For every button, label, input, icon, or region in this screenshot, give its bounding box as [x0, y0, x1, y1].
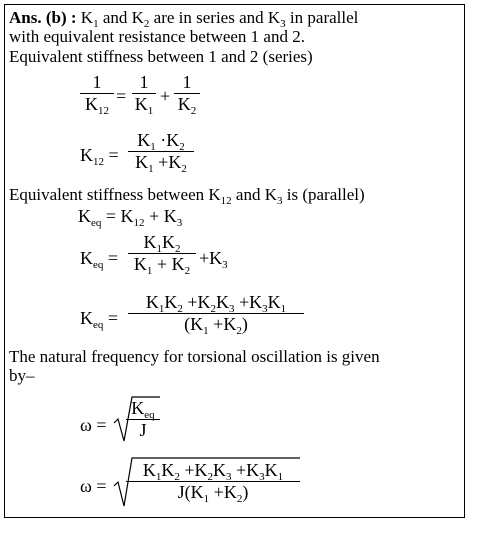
intro-line-1: Ans. (b) : $K_1$ and $K_2$ are in series and $K_3$ in parallel	[9, 8, 359, 30]
parallel-heading: Equivalent stiffness between $K_{12}$ and $K_3$ is (parallel)	[9, 185, 365, 207]
equation-3: $K_{eq} = K_{12} + K_3$	[78, 206, 183, 229]
intro-line-2: with equivalent resistance between 1 and 2.	[9, 27, 305, 46]
series-heading: Equivalent stiffness between 1 and 2 (series)	[9, 47, 313, 66]
natural-frequency-line-1: The natural frequency for torsional oscillation is given	[9, 347, 380, 366]
answer-label: Ans. (b) :	[9, 8, 77, 27]
natural-frequency-line-2: by–	[9, 366, 35, 385]
answer-box	[4, 4, 465, 518]
